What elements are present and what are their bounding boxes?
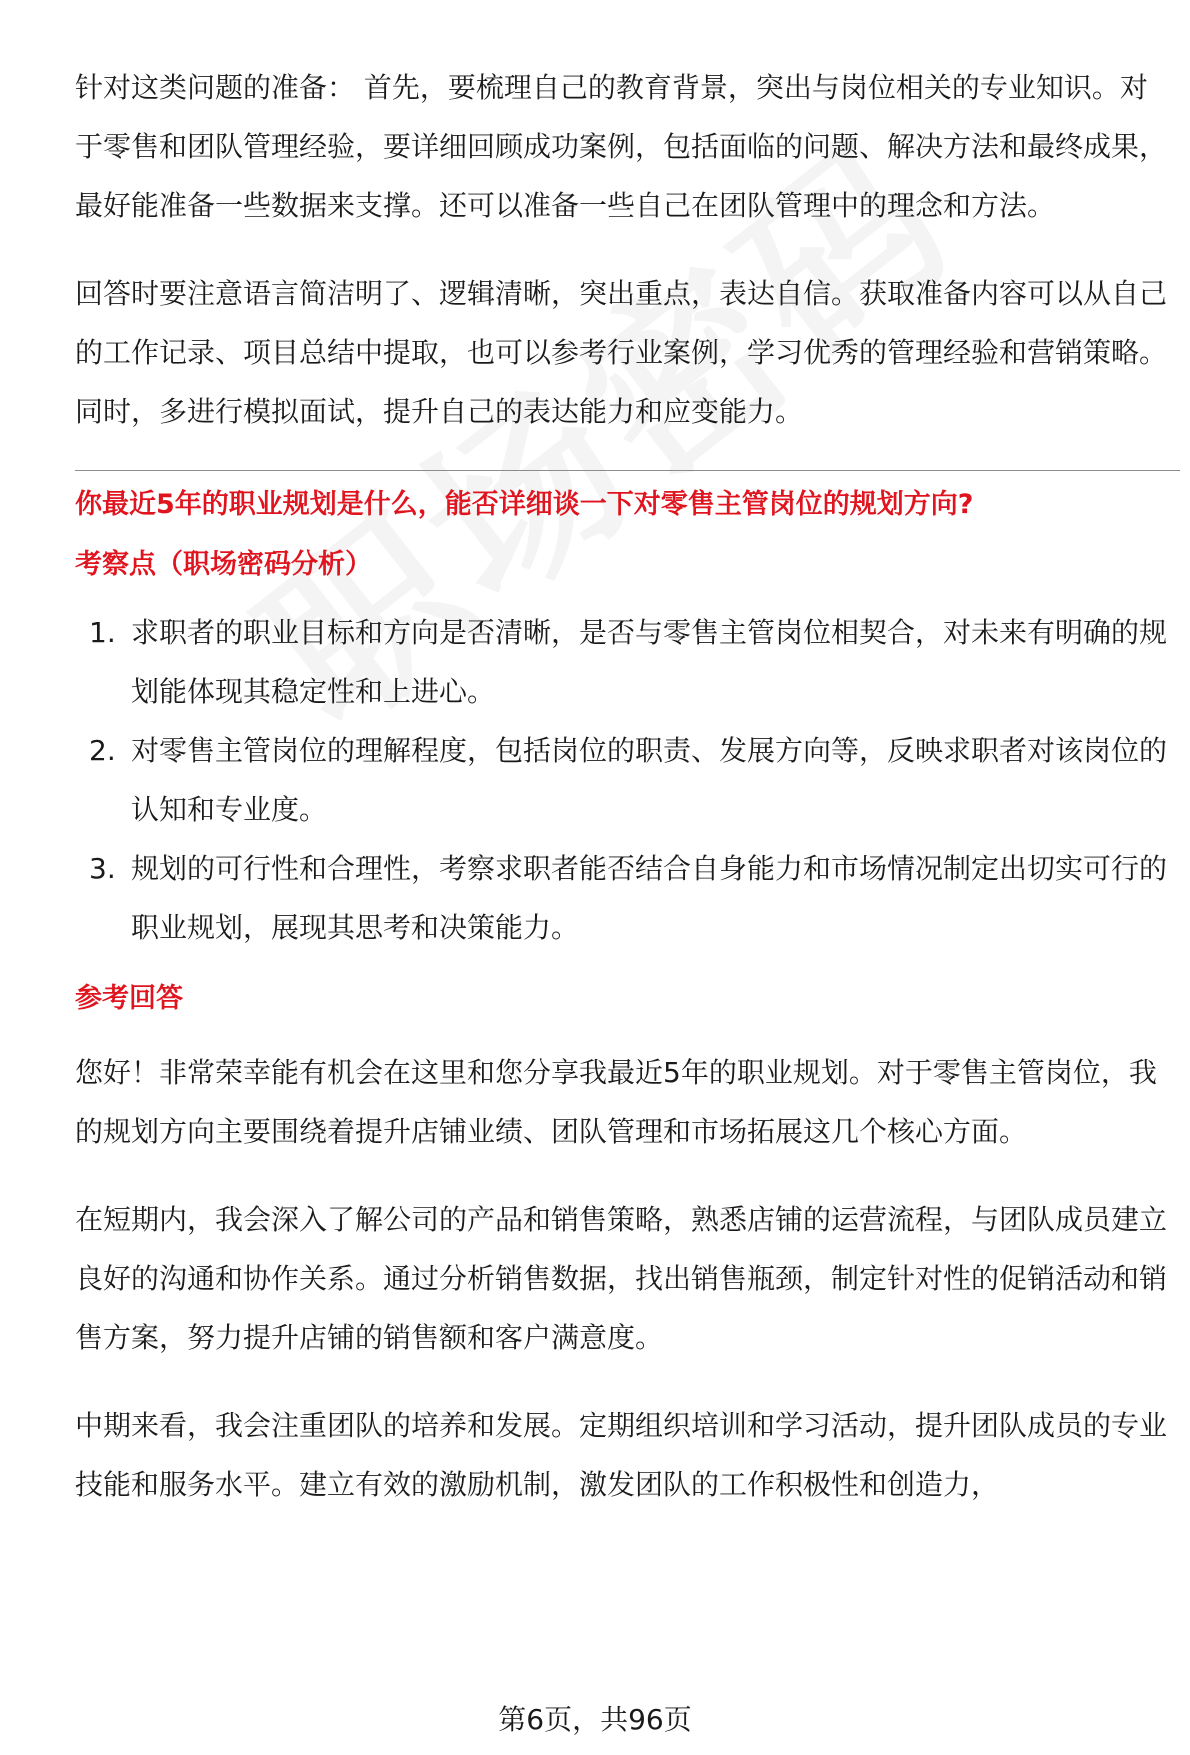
list-item-text: 规划的可行性和合理性，考察求职者能否结合自身能力和市场情况制定出切实可行的职业规划，展现其思考和决策能力。	[131, 852, 1168, 944]
list-item	[75, 721, 1170, 839]
page-number-footer: 第6页，共96页	[498, 1703, 692, 1736]
document-page	[75, 58, 1170, 1514]
question-part-3: 是什么，能否详细谈一下	[336, 489, 634, 520]
list-item-text: 求职者的职业目标和方向是否清晰，是否与零售主管岗位相契合，对未来有明确的规划能体现其稳定性和上进心。	[131, 616, 1168, 708]
question-part-2: 职业规划	[228, 489, 337, 520]
exam-points-list	[75, 603, 1170, 957]
list-item-number: 2.	[89, 734, 116, 767]
list-item	[75, 603, 1170, 721]
question-part-4: 对零售主管岗位的规划方向?	[633, 489, 974, 520]
question-part-1: 你最近5年的	[75, 489, 229, 520]
list-item-number: 1.	[89, 616, 116, 649]
answer-paragraph-1: 您好！非常荣幸能有机会在这里和您分享我最近5年的职业规划。对于零售主管岗位，我的规划方向主要围绕着提升店铺业绩、团队管理和市场拓展这几个核心方面。	[75, 1056, 1157, 1148]
section-divider	[75, 470, 1180, 471]
exam-points-title: 考察点（职场密码分析）	[75, 549, 372, 580]
reference-answer-title: 参考回答	[75, 983, 183, 1014]
list-item	[75, 839, 1170, 957]
list-item-text: 对零售主管岗位的理解程度，包括岗位的职责、发展方向等，反映求职者对该岗位的认知和专业度。	[131, 734, 1168, 826]
intro-paragraph-1: 针对这类问题的准备： 首先，要梳理自己的教育背景，突出与岗位相关的专业知识。对于零售和团队管理经验，要详细回顾成功案例，包括面临的问题、解决方法和最终成果，最好能准备一些数据来支撑。还可以准备一些自己在团队管理中的理念和方法。	[75, 71, 1168, 222]
answer-paragraph-3: 中期来看，我会注重团队的培养和发展。定期组织培训和学习活动，提升团队成员的专业技能和服务水平。建立有效的激励机制，激发团队的工作积极性和创造力，	[75, 1409, 1168, 1501]
answer-paragraph-2: 在短期内，我会深入了解公司的产品和销售策略，熟悉店铺的运营流程，与团队成员建立良好的沟通和协作关系。通过分析销售数据，找出销售瓶颈，制定针对性的促销活动和销售方案，努力提升店铺的销售额和客户满意度。	[75, 1203, 1168, 1354]
list-item-number: 3.	[89, 852, 116, 885]
intro-paragraph-2: 回答时要注意语言简洁明了、逻辑清晰，突出重点，表达自信。获取准备内容可以从自己的工作记录、项目总结中提取，也可以参考行业案例，学习优秀的管理经验和营销策略。同时，多进行模拟面试，提升自己的表达能力和应变能力。	[75, 277, 1168, 428]
question-heading	[75, 475, 1170, 535]
